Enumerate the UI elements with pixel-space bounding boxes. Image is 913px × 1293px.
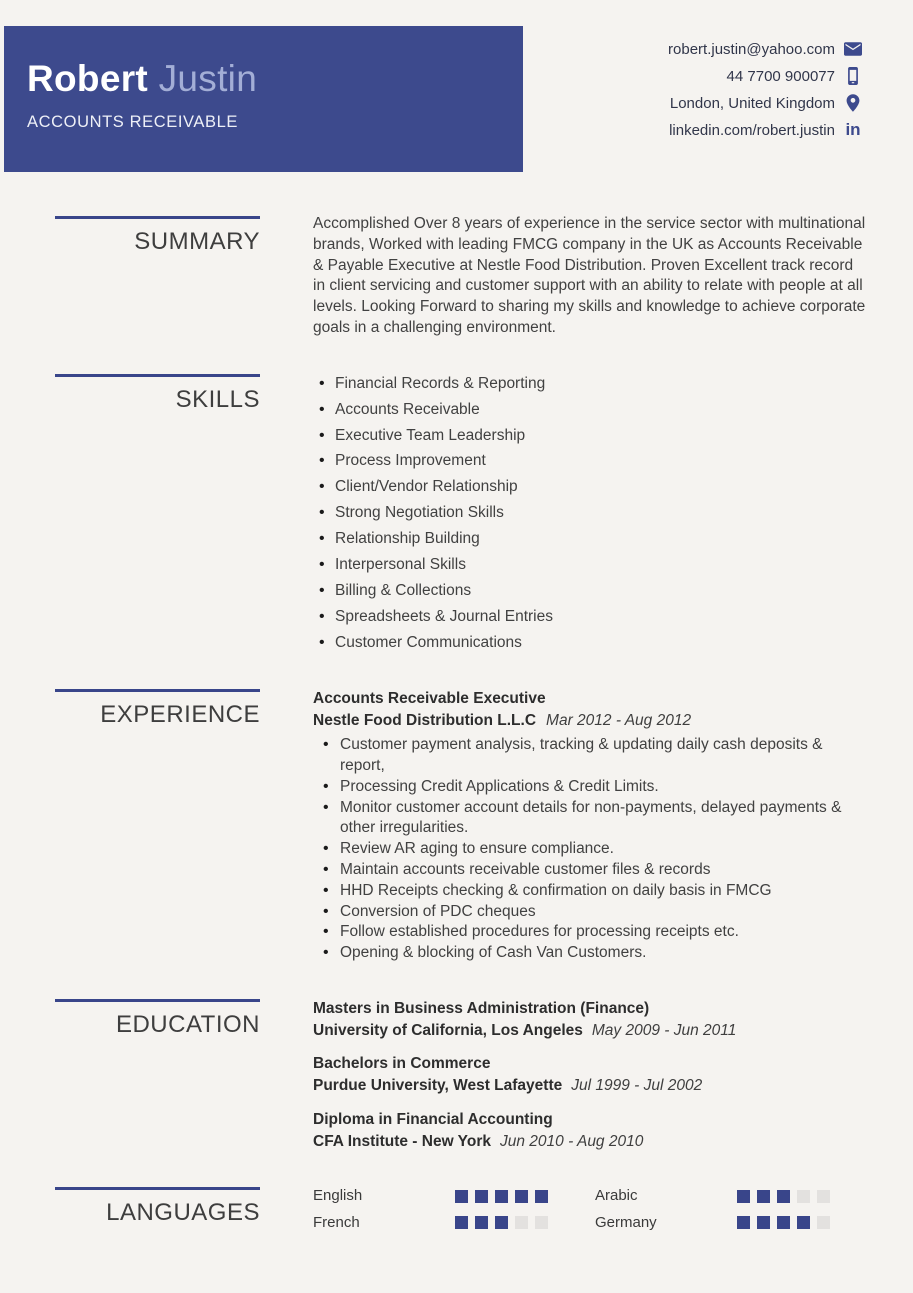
skill-item: • Process Improvement: [313, 451, 866, 472]
job-bullet-item: • Opening & blocking of Cash Van Customers.: [313, 943, 866, 964]
contact-row-location[interactable]: [670, 94, 862, 112]
skills-title: SKILLS: [175, 385, 260, 413]
language-name: Arabic: [595, 1187, 638, 1205]
job-bullet-item: • Review AR aging to ensure compliance.: [313, 839, 866, 860]
skill-item: • Interpersonal Skills: [313, 555, 866, 576]
level-square-filled: [757, 1190, 770, 1203]
level-square-filled: [777, 1190, 790, 1203]
experience-title: EXPERIENCE: [100, 700, 260, 728]
education-title: EDUCATION: [115, 1010, 260, 1038]
section-skills: [55, 374, 913, 654]
skill-item: • Accounts Receivable: [313, 400, 866, 421]
skill-item: • Executive Team Leadership: [313, 426, 866, 447]
section-rule: [55, 1187, 260, 1190]
job-bullet-item: • Monitor customer account details for non-payments, delayed payments & other irregularities.: [313, 798, 866, 840]
language-level-squares: [455, 1190, 548, 1203]
skill-item: • Relationship Building: [313, 529, 866, 550]
skill-item: • Strong Negotiation Skills: [313, 503, 866, 524]
degree-dates: Jul 1999 - Jul 2002: [571, 1077, 703, 1095]
job-bullet-item: • Processing Credit Applications & Credit Limits.: [313, 777, 866, 798]
languages-heading: [55, 1187, 260, 1227]
education-content: [313, 999, 866, 1153]
linkedin-glyph: in: [845, 120, 861, 139]
job-bullet-item: • Follow established procedures for processing receipts etc.: [313, 922, 866, 943]
summary-heading: [55, 216, 260, 256]
location-text: London, United Kingdom: [669, 94, 835, 112]
linkedin-text: linkedin.com/robert.justin: [669, 121, 835, 139]
experience-job: [313, 689, 866, 964]
degree-name: Bachelors in Commerce: [313, 1055, 491, 1073]
job-bullet-item: • HHD Receipts checking & confirmation on daily basis in FMCG: [313, 881, 866, 902]
skills-list: [313, 374, 866, 654]
degree-school-line: [313, 1076, 866, 1097]
contact-row-email[interactable]: [668, 40, 862, 58]
degree-school-line: [313, 1132, 866, 1153]
skill-item: • Client/Vendor Relationship: [313, 477, 866, 498]
education-heading: [55, 999, 260, 1039]
language-item: [595, 1186, 866, 1206]
contact-row-phone[interactable]: [727, 67, 862, 85]
degree-name: Masters in Business Administration (Finance): [313, 999, 650, 1017]
section-rule: [55, 374, 260, 377]
section-rule: [55, 999, 260, 1002]
skill-item: • Financial Records & Reporting: [313, 374, 866, 395]
degree-entry: [313, 999, 866, 1042]
degree-name: Diploma in Financial Accounting: [313, 1110, 553, 1128]
language-level-squares: [455, 1216, 548, 1229]
contact-row-linkedin[interactable]: [669, 121, 862, 139]
experience-content: [313, 689, 866, 964]
level-square-empty: [535, 1216, 548, 1229]
level-square-empty: [515, 1216, 528, 1229]
job-company-line: [313, 711, 866, 732]
language-name: English: [313, 1187, 363, 1205]
resume-header: [0, 0, 913, 172]
job-company: Nestle Food Distribution L.L.C: [313, 711, 537, 729]
level-square-filled: [797, 1216, 810, 1229]
mobile-phone-icon: [844, 67, 862, 85]
linkedin-icon: [844, 121, 862, 139]
language-name: Germany: [595, 1213, 657, 1231]
language-item: [313, 1213, 595, 1233]
job-dates: Mar 2012 - Aug 2012: [546, 711, 692, 729]
location-pin-icon: [844, 94, 862, 112]
contact-list: [668, 40, 862, 139]
level-square-filled: [495, 1190, 508, 1203]
level-square-filled: [475, 1190, 488, 1203]
job-role: Accounts Receivable Executive: [313, 689, 546, 707]
level-square-empty: [817, 1190, 830, 1203]
skill-item: • Spreadsheets & Journal Entries: [313, 607, 866, 628]
section-languages: [55, 1187, 913, 1232]
degree-school-line: [313, 1021, 866, 1042]
degree-entry: [313, 1054, 866, 1097]
degree-school: CFA Institute - New York: [313, 1132, 491, 1150]
language-item: [313, 1186, 595, 1206]
level-square-filled: [515, 1190, 528, 1203]
degree-entry: [313, 1110, 866, 1153]
summary-title: SUMMARY: [134, 228, 260, 255]
degree-dates: Jun 2010 - Aug 2010: [500, 1132, 644, 1150]
language-level-squares: [737, 1216, 830, 1229]
skills-content: [313, 374, 866, 654]
job-bullet-item: • Conversion of PDC cheques: [313, 902, 866, 923]
degree-school: University of California, Los Angeles: [313, 1021, 583, 1039]
summary-paragraph: Accomplished Over 8 years of experience in the service sector with multinational brands, Worked with leading FMCG company in the UK as Accounts Receivable & Payable Executive at Nestle Food Distribution. Proven Excellent track record in client servicing and customer support with an ability to relate with people at all levels. Looking Forward to sharing my skills and knowledge to achieve corporate goals in a challenging environment.: [313, 215, 866, 336]
job-bullet-item: • Maintain accounts receivable customer files & records: [313, 860, 866, 881]
degree-dates: May 2009 - Jun 2011: [591, 1021, 737, 1039]
skill-item: • Billing & Collections: [313, 581, 866, 602]
level-square-filled: [777, 1216, 790, 1229]
skills-heading: [55, 374, 260, 414]
section-rule: [55, 216, 260, 219]
languages-title: LANGUAGES: [106, 1199, 260, 1227]
level-square-filled: [455, 1216, 468, 1229]
level-square-filled: [495, 1216, 508, 1229]
experience-heading: [55, 689, 260, 729]
level-square-filled: [737, 1216, 750, 1229]
level-square-filled: [455, 1190, 468, 1203]
job-bullet-item: • Customer payment analysis, tracking & updating daily cash deposits & report,: [313, 735, 866, 777]
envelope-icon: [844, 40, 862, 58]
first-name: Robert: [27, 58, 149, 99]
skill-item: • Customer Communications: [313, 633, 866, 654]
job-bullet-list: [313, 735, 866, 963]
language-level-squares: [737, 1190, 830, 1203]
level-square-empty: [797, 1190, 810, 1203]
last-name: Justin: [158, 58, 258, 99]
level-square-filled: [475, 1216, 488, 1229]
person-name: [27, 59, 503, 100]
phone-text: 44 7700 900077: [726, 67, 835, 85]
level-square-filled: [535, 1190, 548, 1203]
email-text: robert.justin@yahoo.com: [668, 40, 835, 58]
level-square-filled: [757, 1216, 770, 1229]
resume-body: [0, 172, 913, 1233]
language-grid: [313, 1186, 866, 1232]
summary-content: [313, 216, 866, 339]
level-square-empty: [817, 1216, 830, 1229]
name-banner: [4, 26, 523, 172]
section-rule: [55, 689, 260, 692]
language-name: French: [313, 1213, 360, 1231]
language-item: [595, 1213, 866, 1233]
job-title: ACCOUNTS RECEIVABLE: [27, 112, 238, 131]
section-education: [55, 999, 913, 1153]
degree-school: Purdue University, West Lafayette: [313, 1077, 563, 1095]
languages-content: [313, 1187, 866, 1232]
section-summary: [55, 216, 913, 339]
level-square-filled: [737, 1190, 750, 1203]
section-experience: [55, 689, 913, 964]
